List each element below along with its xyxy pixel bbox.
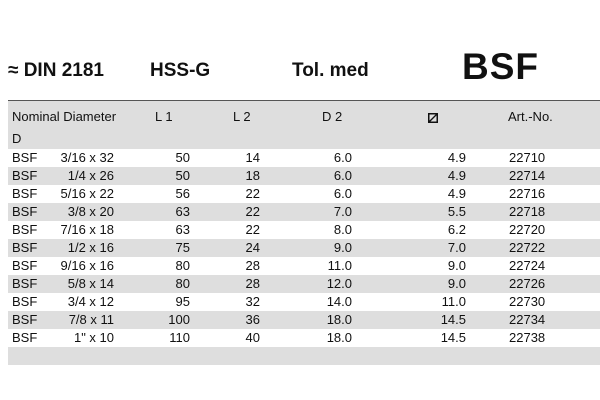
- material-label: HSS-G: [150, 60, 211, 81]
- cell-size: 1/4 x 26: [67, 168, 114, 183]
- cell-art-no: 22738: [509, 330, 546, 345]
- cell-l1: 50: [175, 150, 190, 165]
- tolerance-label: Tol. med: [292, 60, 369, 81]
- table-row: [8, 185, 600, 203]
- cell-size: 3/16 x 32: [60, 150, 114, 165]
- cell-size: 9/16 x 16: [60, 258, 114, 273]
- cell-square: 14.5: [440, 312, 466, 327]
- table-header: [8, 100, 600, 149]
- cell-prefix: BSF: [12, 222, 38, 237]
- cell-l2: 22: [245, 186, 260, 201]
- cell-size: 7/16 x 18: [60, 222, 114, 237]
- cell-square: 6.2: [447, 222, 466, 237]
- table-row: [8, 149, 600, 167]
- cell-art-no: 22724: [509, 258, 546, 273]
- cell-l1: 56: [175, 186, 190, 201]
- cell-prefix: BSF: [12, 312, 38, 327]
- cell-d2: 7.0: [333, 204, 352, 219]
- cell-art-no: 22726: [509, 276, 546, 291]
- cell-d2: 9.0: [333, 240, 352, 255]
- cell-l1: 110: [169, 330, 190, 345]
- cell-size: 1/2 x 16: [67, 240, 114, 255]
- cell-l2: 22: [245, 222, 260, 237]
- cell-l2: 40: [245, 330, 260, 345]
- cell-prefix: BSF: [12, 240, 38, 255]
- header-nominal-diameter: Nominal Diameter: [12, 109, 117, 124]
- cell-l1: 95: [175, 294, 190, 309]
- cell-square: 4.9: [447, 186, 466, 201]
- cell-prefix: BSF: [12, 330, 38, 345]
- cell-size: 5/8 x 14: [67, 276, 114, 291]
- cell-art-no: 22716: [509, 186, 546, 201]
- cell-square: 9.0: [447, 276, 466, 291]
- cell-prefix: BSF: [12, 204, 38, 219]
- cell-prefix: BSF: [12, 186, 38, 201]
- cell-size: 3/8 x 20: [67, 204, 114, 219]
- table-row: [8, 203, 600, 221]
- cell-prefix: BSF: [12, 168, 38, 183]
- cell-square: 4.9: [447, 168, 466, 183]
- cell-art-no: 22710: [509, 150, 546, 165]
- header-d2: D 2: [322, 109, 343, 124]
- title-bar: [0, 46, 600, 92]
- cell-square: 4.9: [447, 150, 466, 165]
- cell-l2: 32: [245, 294, 260, 309]
- cell-l1: 50: [175, 168, 190, 183]
- cell-art-no: 22714: [509, 168, 546, 183]
- cell-prefix: BSF: [12, 276, 38, 291]
- table-row: [8, 329, 600, 347]
- cell-size: 1" x 10: [73, 330, 114, 345]
- table-row: [8, 257, 600, 275]
- table-footer: [8, 347, 600, 365]
- cell-d2: 6.0: [333, 186, 352, 201]
- square-icon: [428, 111, 438, 121]
- header-art-no: Art.-No.: [508, 109, 553, 124]
- table-row: [8, 311, 600, 329]
- cell-square: 11.0: [441, 294, 466, 309]
- cell-l2: 24: [245, 240, 260, 255]
- cell-l1: 100: [168, 312, 190, 327]
- cell-l1: 63: [175, 222, 190, 237]
- cell-prefix: BSF: [12, 294, 38, 309]
- cell-size: 3/4 x 12: [67, 294, 114, 309]
- cell-l2: 14: [245, 150, 260, 165]
- cell-art-no: 22722: [509, 240, 546, 255]
- cell-art-no: 22720: [509, 222, 546, 237]
- table-body: [8, 149, 600, 347]
- cell-size: 5/16 x 22: [60, 186, 114, 201]
- cell-art-no: 22718: [509, 204, 546, 219]
- cell-l1: 80: [175, 258, 190, 273]
- cell-l1: 80: [175, 276, 190, 291]
- cell-l2: 22: [245, 204, 260, 219]
- spec-table: [8, 100, 600, 365]
- cell-square: 7.0: [447, 240, 466, 255]
- table-row: [8, 239, 600, 257]
- standard-label: ≈ DIN 2181: [8, 60, 104, 81]
- cell-l1: 63: [175, 204, 190, 219]
- cell-d2: 14.0: [326, 294, 352, 309]
- cell-l1: 75: [175, 240, 190, 255]
- table-row: [8, 167, 600, 185]
- header-l1: L 1: [155, 109, 173, 124]
- cell-square: 5.5: [447, 204, 466, 219]
- cell-d2: 12.0: [326, 276, 352, 291]
- cell-d2: 18.0: [326, 312, 352, 327]
- cell-l2: 28: [245, 258, 260, 273]
- header-l2: L 2: [233, 109, 251, 124]
- table-row: [8, 221, 600, 239]
- cell-l2: 36: [245, 312, 260, 327]
- table-row: [8, 275, 600, 293]
- cell-d2: 6.0: [333, 150, 352, 165]
- cell-d2: 6.0: [333, 168, 352, 183]
- cell-l2: 28: [245, 276, 260, 291]
- cell-art-no: 22730: [509, 294, 546, 309]
- cell-prefix: BSF: [12, 258, 38, 273]
- thread-type-title: BSF: [462, 46, 539, 87]
- cell-square: 14.5: [440, 330, 466, 345]
- cell-size: 7/8 x 11: [68, 312, 114, 327]
- cell-d2: 11.0: [327, 258, 352, 273]
- cell-art-no: 22734: [509, 312, 546, 327]
- cell-prefix: BSF: [12, 150, 38, 165]
- cell-square: 9.0: [447, 258, 466, 273]
- table-row: [8, 293, 600, 311]
- cell-d2: 18.0: [326, 330, 352, 345]
- cell-d2: 8.0: [333, 222, 352, 237]
- cell-l2: 18: [245, 168, 260, 183]
- header-nominal-diameter-sub: D: [12, 131, 22, 146]
